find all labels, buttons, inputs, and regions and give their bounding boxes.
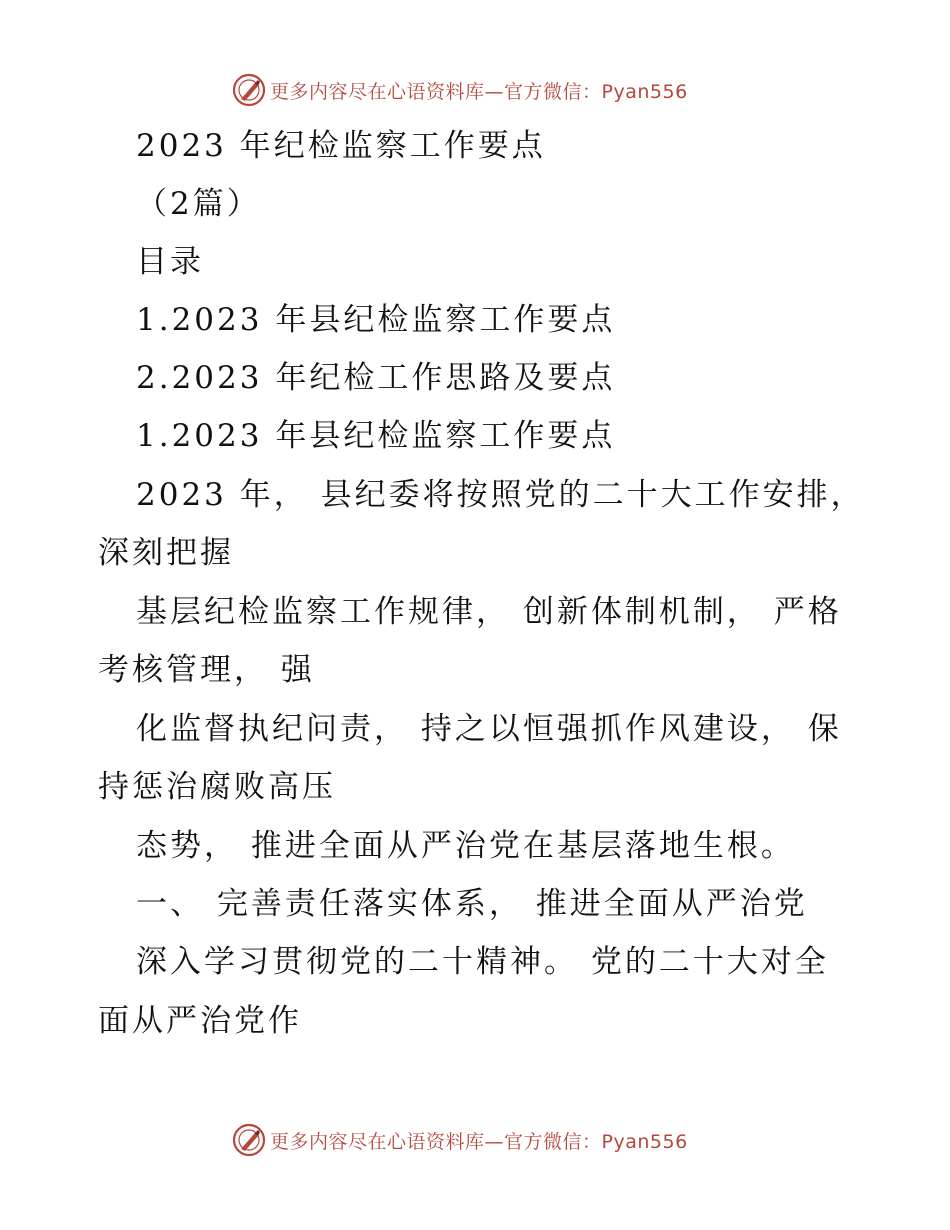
doc-subtitle: （2篇） [136,186,261,222]
pen-logo-icon [232,73,266,107]
toc-heading: 目录 [136,244,204,280]
paragraph-line: 深入学习贯彻党的二十精神。 党的二十大对全 [136,944,829,980]
footer-watermark-banner [232,1122,688,1158]
toc-item-2: 2.2023 年纪检工作思路及要点 [136,360,616,396]
paragraph-line: 考核管理， 强 [98,652,315,688]
paragraph-line: 持惩治腐败高压 [98,769,336,805]
doc-title: 2023 年纪检监察工作要点 [136,128,546,164]
paragraph-line: 深刻把握 [98,535,234,571]
section-title: 1.2023 年县纪检监察工作要点 [136,418,616,454]
watermark-text: 更多内容尽在心语资料库—官方微信：Pyan556 [270,1130,688,1153]
section-heading: 一、 完善责任落实体系， 推进全面从严治党 [136,886,808,922]
toc-item-1: 1.2023 年县纪检监察工作要点 [136,302,616,338]
paragraph-line: 面从严治党作 [98,1003,302,1039]
header-watermark-banner [232,72,688,108]
paragraph-line: 态势， 推进全面从严治党在基层落地生根。 [136,828,795,864]
paragraph-line: 2023 年， 县纪委将按照党的二十大工作安排， [136,477,865,513]
watermark-text: 更多内容尽在心语资料库—官方微信：Pyan556 [270,80,688,103]
paragraph-line: 化监督执纪问责， 持之以恒强抓作风建设， 保 [136,711,842,747]
pen-logo-icon [232,1123,266,1157]
paragraph-line: 基层纪检监察工作规律， 创新体制机制， 严格 [136,594,842,630]
